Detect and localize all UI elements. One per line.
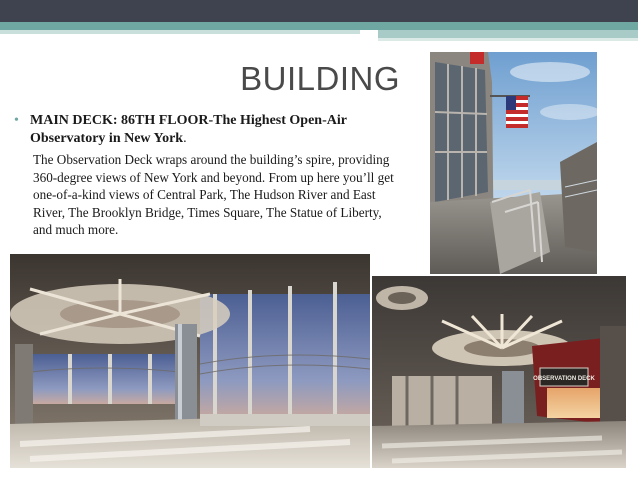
bullet-heading-end: . <box>183 131 187 146</box>
header-stripe-right-light <box>378 38 638 41</box>
bullet-body: The Observation Deck wraps around the building’s spire, providing 360-degree views of New York and beyond. From up here you’ll get one-of-a-kind views of Central Park, The Hudson River and East River, The Brooklyn Bridge, Times Square, The Statue of Liberty, and much more. <box>33 152 394 237</box>
header-stripe-light <box>0 30 360 34</box>
observation-deck-entrance-photo <box>372 276 626 468</box>
slide-title: BUILDING <box>240 60 400 97</box>
header-stripe <box>0 22 638 30</box>
bullet-heading <box>30 112 402 148</box>
observation-deck-sign: OBSERVATION DECK <box>533 376 595 382</box>
header-bar <box>0 0 638 22</box>
bullet-heading-text: MAIN DECK: 86TH FLOOR-The Highest Open-Air Observatory in New York <box>30 113 347 146</box>
bullet-icon: • <box>14 113 19 128</box>
observation-hall-photo <box>10 254 370 468</box>
bullet-section <box>14 112 414 239</box>
observation-deck-flag-photo <box>430 52 597 274</box>
bullet-item <box>14 112 414 148</box>
